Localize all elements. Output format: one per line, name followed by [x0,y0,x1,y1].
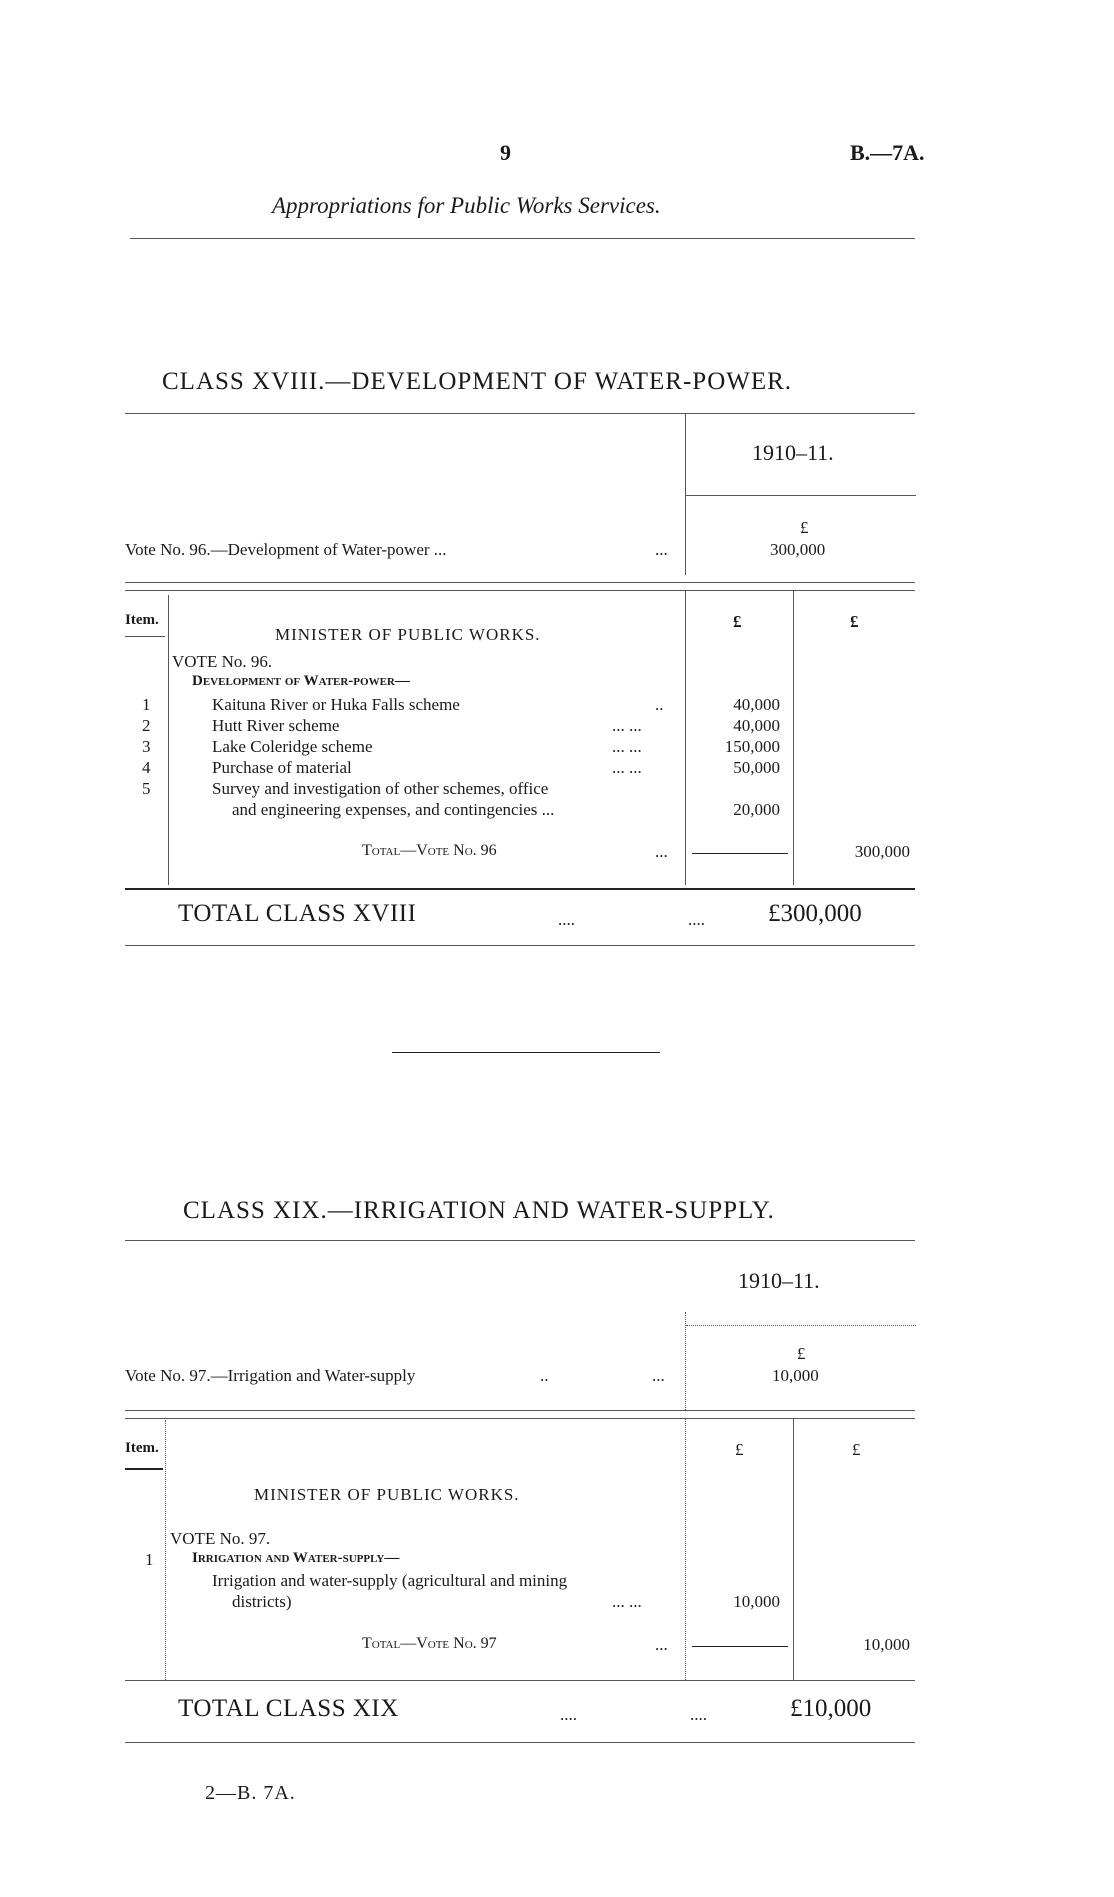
class19-vote-label: VOTE No. 97. [170,1529,271,1548]
class19-item-description-cont: districts) [232,1592,292,1611]
class18-currency-col2: £ [850,612,859,631]
page-subtitle: Appropriations for Public Works Services. [272,193,661,218]
class18-currency-col1: £ [733,612,742,631]
class19-item-col-divider [165,1420,166,1680]
class19-table-bottom-rule [125,1680,915,1681]
class18-item-description: Survey and investigation of other schemes, office [212,779,549,798]
class18-year-label: 1910–11. [752,440,834,465]
class19-class-total-dots: .... [560,1705,577,1724]
class18-total-col-divider [793,590,794,885]
class18-amount-col-divider [685,590,686,885]
class19-total-col-divider [793,1418,794,1680]
section-separator [392,1052,660,1053]
class18-item-description: Kaituna River or Huka Falls scheme [212,695,460,714]
class18-class-total-dots: .... [558,910,575,929]
class18-summary-bottom-rule [125,582,915,583]
class19-item-dots: ... ... [612,1592,642,1611]
class18-year-rule [686,495,916,496]
class19-vote-total-dots: ... [655,1635,668,1654]
header-rule [130,238,915,239]
document-reference: B.—7A. [850,140,925,165]
class18-class-total-label: TOTAL CLASS XVIII [178,900,417,927]
class19-vote-total-amount: 10,000 [863,1635,910,1654]
class18-item-header: Item. [125,612,159,628]
class19-vote-summary-dots: .. [540,1366,549,1385]
class18-class-total-dots: .... [688,910,705,929]
class18-class-total-rule [125,945,915,946]
class18-item-number: 3 [142,737,151,756]
class18-table-top-rule [125,590,915,591]
class18-summary-amount: 300,000 [770,540,826,559]
class19-top-rule [125,1240,915,1241]
class18-item-description: Purchase of material [212,758,352,777]
class19-subtotal-rule [692,1646,788,1647]
class19-summary-amount: 10,000 [772,1366,819,1385]
class19-item-amount: 10,000 [733,1592,780,1611]
class19-vote-total-label: Total—Vote No. 97 [362,1635,497,1652]
class19-summary-bottom-rule [125,1410,915,1411]
class19-currency-col2: £ [852,1440,861,1459]
class18-item-col-divider [168,595,169,885]
class18-item-number: 1 [142,695,151,714]
class19-class-total-label: TOTAL CLASS XIX [178,1695,399,1722]
class18-item-amount: 150,000 [724,737,780,756]
class18-item-number: 5 [142,779,151,798]
class18-title: CLASS XVIII.—DEVELOPMENT OF WATER-POWER. [162,368,793,395]
class18-vote-summary-label: Vote No. 96.—Development of Water-power ... [125,540,447,559]
class19-summary-currency: £ [797,1344,806,1363]
class19-item-header: Item. [125,1440,159,1456]
class19-minister-heading: MINISTER OF PUBLIC WORKS. [254,1485,520,1504]
class18-item-dots: ... ... [612,716,642,735]
class18-vote-total-dots: ... [655,842,668,861]
class18-item-header-rule [125,636,165,637]
class18-subtotal-rule [692,853,788,854]
class18-item-description: Hutt River scheme [212,716,340,735]
footer-reference: 2—B. 7A. [205,1782,296,1804]
class18-item-description: Lake Coleridge scheme [212,737,373,756]
class18-top-rule [125,413,915,414]
class18-item-number: 2 [142,716,151,735]
class18-minister-heading: MINISTER OF PUBLIC WORKS. [275,625,541,644]
class18-item-amount: 40,000 [733,695,780,714]
class19-summary-divider [685,1312,686,1410]
class19-item-header-rule [125,1468,163,1470]
class19-year-label: 1910–11. [738,1268,820,1293]
class18-item-dots: ... ... [612,758,642,777]
class18-section-heading: Development of Water-power— [192,673,410,689]
class19-currency-col1: £ [735,1440,744,1459]
class19-vote-summary-dots: ... [652,1366,665,1385]
class19-item-number: 1 [145,1550,154,1569]
class18-table-bottom-rule [125,888,915,890]
class19-class-total-amount: £10,000 [790,1695,872,1722]
class18-item-description-cont: and engineering expenses, and contingencies ... [232,800,555,819]
class19-item-description: Irrigation and water-supply (agricultural and mining [212,1571,568,1590]
class19-amount-col-divider [685,1418,686,1680]
class18-item-number: 4 [142,758,151,777]
class19-class-total-rule [125,1742,915,1743]
class19-year-rule [686,1325,916,1326]
class18-vote-label: VOTE No. 96. [172,652,273,671]
class19-table-top-rule [125,1418,915,1419]
class18-item-dots: .. [655,695,664,714]
class18-class-total-amount: £300,000 [768,900,862,927]
class18-item-amount: 50,000 [733,758,780,777]
page-number: 9 [500,140,511,165]
class18-item-dots: ... ... [612,737,642,756]
class18-vote-summary-dots: ... [655,540,668,559]
class19-class-total-dots: .... [690,1705,707,1724]
class19-vote-summary-label: Vote No. 97.—Irrigation and Water-supply [125,1366,416,1385]
class18-vote-total-amount: 300,000 [854,842,910,861]
class18-vote-total-label: Total—Vote No. 96 [362,842,497,859]
class19-section-heading: Irrigation and Water-supply— [192,1550,400,1566]
class18-summary-currency: £ [800,518,809,537]
class18-item-amount: 40,000 [733,716,780,735]
class18-summary-divider [685,413,686,575]
class19-title: CLASS XIX.—IRRIGATION AND WATER-SUPPLY. [183,1197,775,1224]
class18-item-amount: 20,000 [733,800,780,819]
